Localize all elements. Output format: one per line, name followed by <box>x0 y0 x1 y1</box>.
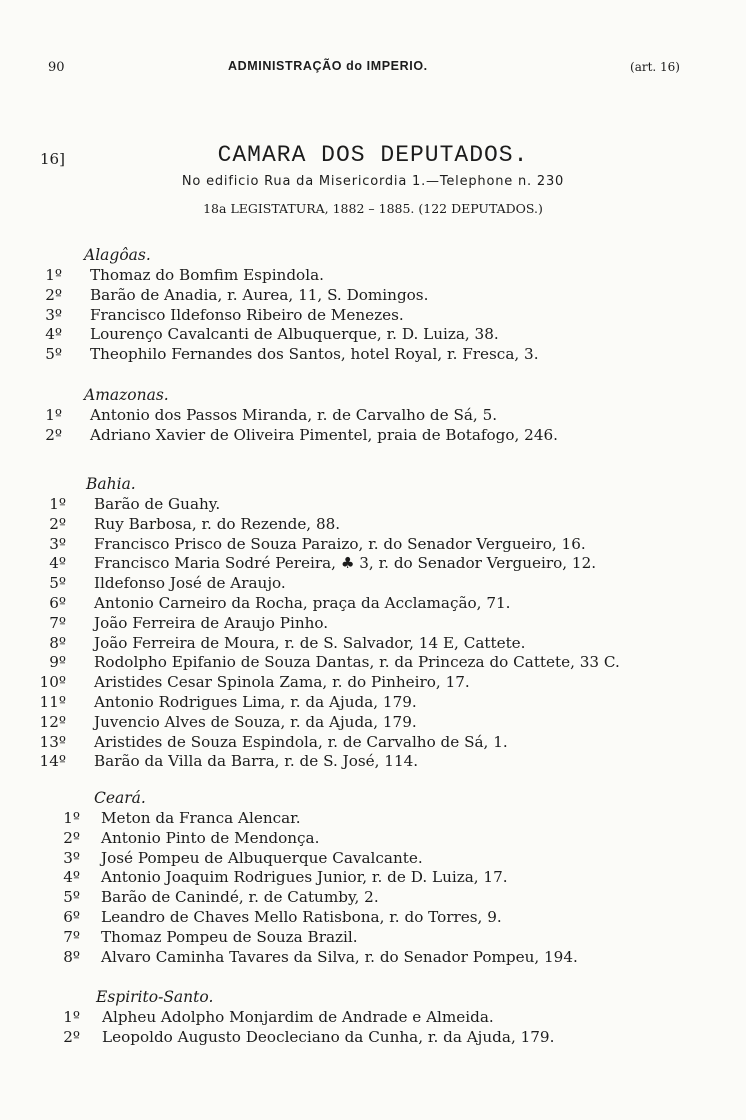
deputy-entry <box>0 1008 746 1028</box>
province-amazonas <box>0 384 746 446</box>
entry-text: Aristides de Souza Espindola, r. de Carvalho de Sá, 1. <box>94 732 508 751</box>
deputy-entry <box>0 928 746 948</box>
entry-ordinal: 9º <box>49 653 66 672</box>
entry-ordinal: 4º <box>63 868 80 887</box>
entry-text: Leopoldo Augusto Deocleciano da Cunha, r. da Ajuda, 179. <box>102 1027 555 1046</box>
entry-text: Antonio Joaquim Rodrigues Junior, r. de D. Luiza, 17. <box>101 868 508 887</box>
chamber-address: No edificio Rua da Misericordia 1.—Telephone n. 230 <box>181 174 565 189</box>
deputy-entry <box>0 733 746 753</box>
deputy-entry <box>0 594 746 614</box>
entry-ordinal: 6º <box>63 907 80 926</box>
entry-ordinal: 5º <box>45 345 62 364</box>
entry-ordinal: 14º <box>39 752 66 771</box>
deputy-entry <box>0 1028 746 1048</box>
entry-ordinal: 6º <box>49 593 66 612</box>
entry-ordinal: 2º <box>45 285 62 304</box>
entry-ordinal: 5º <box>63 888 80 907</box>
entry-ordinal: 4º <box>45 325 62 344</box>
entry-text: Thomaz do Bomfim Espindola. <box>90 266 324 284</box>
deputy-entry <box>0 809 746 829</box>
entry-ordinal: 13º <box>39 732 66 751</box>
deputy-entry <box>0 574 746 594</box>
entry-text: João Ferreira de Moura, r. de S. Salvador, 14 E, Cattete. <box>94 633 526 652</box>
entry-text: Ruy Barbosa, r. do Rezende, 88. <box>94 514 341 533</box>
deputy-entry <box>0 849 746 869</box>
legislature-line: 18a LEGISTATURA, 1882 – 1885. (122 DEPUTADOS.) <box>203 201 543 216</box>
entry-text: José Pompeu de Albuquerque Cavalcante. <box>101 848 423 867</box>
entry-text: Francisco Prisco de Souza Paraizo, r. do Senador Vergueiro, 16. <box>94 534 586 553</box>
deputy-entry <box>0 868 746 888</box>
entry-text: Alvaro Caminha Tavares da Silva, r. do Senador Pompeu, 194. <box>101 947 578 966</box>
entry-ordinal: 7º <box>49 613 66 632</box>
entry-text: Francisco Maria Sodré Pereira, ♣ 3, r. do Senador Vergueiro, 12. <box>94 554 597 573</box>
province-bahia <box>0 473 746 772</box>
entry-ordinal: 8º <box>63 947 80 966</box>
entry-ordinal: 2º <box>63 1027 80 1046</box>
deputy-entry <box>0 406 746 426</box>
entry-ordinal: 1º <box>49 495 66 513</box>
entry-text: Lourenço Cavalcanti de Albuquerque, r. D. Luiza, 38. <box>90 325 499 344</box>
entry-ordinal: 2º <box>49 514 66 533</box>
deputy-entry <box>0 908 746 928</box>
entry-ordinal: 2º <box>45 425 62 444</box>
deputy-entry <box>0 673 746 693</box>
entry-ordinal: 3º <box>49 534 66 553</box>
deputy-entry <box>0 693 746 713</box>
deputy-entry <box>0 535 746 555</box>
entry-text: Barão de Guahy. <box>94 495 221 513</box>
entry-text: Barão da Villa da Barra, r. de S. José, 114. <box>94 752 419 771</box>
deputy-entry <box>0 713 746 733</box>
entry-ordinal: 10º <box>39 673 66 692</box>
entry-text: Rodolpho Epifanio de Souza Dantas, r. da Princeza do Cattete, 33 C. <box>94 653 620 672</box>
entry-text: Aristides Cesar Spinola Zama, r. do Pinheiro, 17. <box>94 673 470 692</box>
article-reference: (art. 16) <box>630 60 680 74</box>
entry-ordinal: 11º <box>39 692 66 711</box>
province-heading: Ceará. <box>94 789 146 807</box>
deputy-entry <box>0 614 746 634</box>
entry-ordinal: 1º <box>45 406 62 424</box>
deputy-entry <box>0 554 746 574</box>
deputy-entry <box>0 495 746 515</box>
deputy-entry <box>0 829 746 849</box>
deputy-entry <box>0 752 746 772</box>
deputy-entry <box>0 426 746 446</box>
entry-ordinal: 5º <box>49 574 66 593</box>
entry-text: Francisco Ildefonso Ribeiro de Menezes. <box>90 305 404 324</box>
entry-text: Juvencio Alves de Souza, r. da Ajuda, 179. <box>94 712 417 731</box>
entry-text: Antonio Rodrigues Lima, r. da Ajuda, 179. <box>94 692 417 711</box>
deputy-entry <box>0 634 746 654</box>
section-number: 16] <box>40 150 65 168</box>
deputy-entry <box>0 325 746 345</box>
entry-ordinal: 1º <box>63 809 80 827</box>
entry-ordinal: 1º <box>63 1008 80 1026</box>
entry-ordinal: 7º <box>63 927 80 946</box>
entry-ordinal: 8º <box>49 633 66 652</box>
section-title: CAMARA DOS DEPUTADOS. <box>217 142 529 168</box>
entry-text: Thomaz Pompeu de Souza Brazil. <box>101 927 358 946</box>
entry-ordinal: 3º <box>45 305 62 324</box>
province-heading: Amazonas. <box>84 386 169 404</box>
deputy-entry <box>0 888 746 908</box>
entry-ordinal: 2º <box>63 828 80 847</box>
province-espirito-santo <box>0 986 746 1048</box>
entry-text: Antonio Carneiro da Rocha, praça da Acclamação, 71. <box>94 593 511 612</box>
province-heading: Espirito-Santo. <box>96 988 214 1006</box>
entry-ordinal: 12º <box>39 712 66 731</box>
running-header <box>40 58 680 82</box>
entry-text: Barão de Canindé, r. de Catumby, 2. <box>101 888 379 907</box>
deputy-entry <box>0 266 746 286</box>
province-heading: Alagôas. <box>84 246 151 264</box>
entry-text: Adriano Xavier de Oliveira Pimentel, praia de Botafogo, 246. <box>90 425 558 444</box>
deputy-entry <box>0 515 746 535</box>
deputy-entry <box>0 345 746 365</box>
province-ceara <box>0 787 746 967</box>
entry-text: João Ferreira de Araujo Pinho. <box>94 613 329 632</box>
entry-text: Leandro de Chaves Mello Ratisbona, r. do Torres, 9. <box>101 907 502 926</box>
deputy-entry <box>0 286 746 306</box>
entry-text: Antonio Pinto de Mendonça. <box>101 828 320 847</box>
deputy-entry <box>0 306 746 326</box>
deputy-entry <box>0 653 746 673</box>
page-number: 90 <box>48 60 65 75</box>
entry-text: Ildefonso José de Araujo. <box>94 574 286 593</box>
entry-text: Antonio dos Passos Miranda, r. de Carvalho de Sá, 5. <box>90 406 498 424</box>
deputy-entry <box>0 948 746 968</box>
entry-text: Theophilo Fernandes dos Santos, hotel Royal, r. Fresca, 3. <box>90 345 539 364</box>
entry-ordinal: 4º <box>49 554 66 573</box>
entry-text: Barão de Anadia, r. Aurea, 11, S. Domingos. <box>90 285 429 304</box>
entry-ordinal: 1º <box>45 266 62 284</box>
entry-ordinal: 3º <box>63 848 80 867</box>
province-alagoas <box>0 244 746 365</box>
running-title: ADMINISTRAÇÃO do IMPERIO. <box>228 59 428 73</box>
entry-text: Alpheu Adolpho Monjardim de Andrade e Almeida. <box>102 1008 494 1026</box>
province-heading: Bahia. <box>86 475 136 493</box>
entry-text: Meton da Franca Alencar. <box>101 809 301 827</box>
